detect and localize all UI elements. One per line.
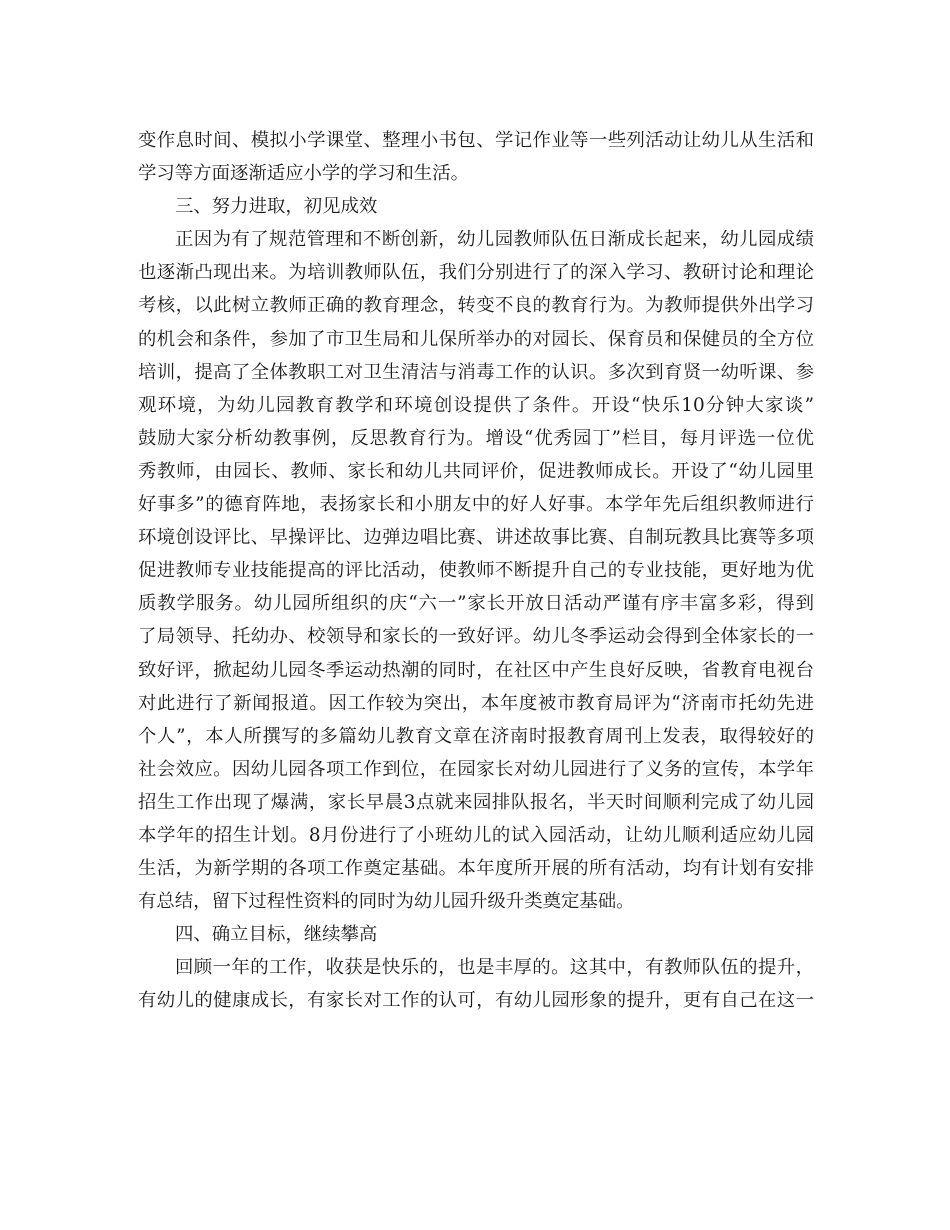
paragraph-line: 质教学服务。幼儿园所组织的庆“六一”家长开放日活动严谨有序丰富多彩，得到 (138, 593, 814, 615)
paragraph-line: 也逐渐凸现出来。为培训教师队伍，我们分别进行了的深入学习、教研讨论和理论 (138, 262, 814, 284)
section-heading: 四、确立目标，继续攀高 (175, 924, 378, 946)
paragraph-line: 促进教师专业技能提高的评比活动，使教师不断提升自己的专业技能，更好地为优 (138, 560, 814, 582)
paragraph-line: 回顾一年的工作，收获是快乐的，也是丰厚的。这其中，有教师队伍的提升， (175, 957, 814, 979)
paragraph-line: 鼓励大家分析幼教事例，反思教育行为。增设“优秀园丁”栏目，每月评选一位优 (138, 427, 814, 449)
paragraph-line: 变作息时间、模拟小学课堂、整理小书包、学记作业等一些列活动让幼儿从生活和 (138, 130, 814, 151)
paragraph-line: 招生工作出现了爆满，家长早晨3点就来园排队报名，半天时间顺利完成了幼儿园 (138, 791, 814, 813)
paragraph-line: 的机会和条件，参加了市卫生局和儿保所举办的对园长、保育员和保健员的全方位 (138, 328, 814, 350)
paragraph-line: 社会效应。因幼儿园各项工作到位，在园家长对幼儿园进行了义务的宣传，本学年 (138, 758, 814, 780)
paragraph-line: 本学年的招生计划。8月份进行了小班幼儿的试入园活动，让幼儿顺利适应幼儿园 (138, 824, 814, 846)
paragraph-line: 正因为有了规范管理和不断创新，幼儿园教师队伍日渐成长起来，幼儿园成绩 (175, 229, 814, 251)
paragraph-line: 对此进行了新闻报道。因工作较为突出，本年度被市教育局评为“济南市托幼先进 (138, 692, 814, 714)
document-body (138, 124, 814, 1018)
paragraph-line: 考核，以此树立教师正确的教育理念，转变不良的教育行为。为教师提供外出学习 (138, 295, 814, 317)
paragraph-line: 环境创设评比、早操评比、边弹边唱比赛、讲述故事比赛、自制玩教具比赛等多项 (138, 527, 814, 549)
paragraph-line: 秀教师，由园长、教师、家长和幼儿共同评价，促进教师成长。开设了“幼儿园里 (138, 460, 814, 482)
paragraph-line: 学习等方面逐渐适应小学的学习和生活。 (138, 163, 470, 185)
paragraph-line: 致好评，掀起幼儿园冬季运动热潮的同时，在社区中产生良好反映，省教育电视台 (138, 659, 814, 681)
section-heading: 三、努力进取，初见成效 (175, 196, 378, 218)
paragraph-line: 个人”，本人所撰写的多篇幼儿教育文章在济南时报教育周刊上发表，取得较好的 (138, 725, 814, 747)
paragraph-line: 有总结，留下过程性资料的同时为幼儿园升级升类奠定基础。 (138, 891, 635, 913)
paragraph-line: 培训，提高了全体教职工对卫生清洁与消毒工作的认识。多次到育贤一幼听课、参 (138, 361, 814, 383)
paragraph-line: 有幼儿的健康成长，有家长对工作的认可，有幼儿园形象的提升，更有自己在这一 (138, 990, 814, 1012)
paragraph-line: 了局领导、托幼办、校领导和家长的一致好评。幼儿冬季运动会得到全体家长的一 (138, 626, 814, 648)
paragraph-line: 观环境，为幼儿园教育教学和环境创设提供了条件。开设“快乐10分钟大家谈” (138, 394, 814, 416)
paragraph-line: 生活，为新学期的各项工作奠定基础。本年度所开展的所有活动，均有计划有安排 (138, 858, 814, 880)
paragraph-line: 好事多”的德育阵地，表扬家长和小朋友中的好人好事。本学年先后组织教师进行 (138, 494, 814, 516)
